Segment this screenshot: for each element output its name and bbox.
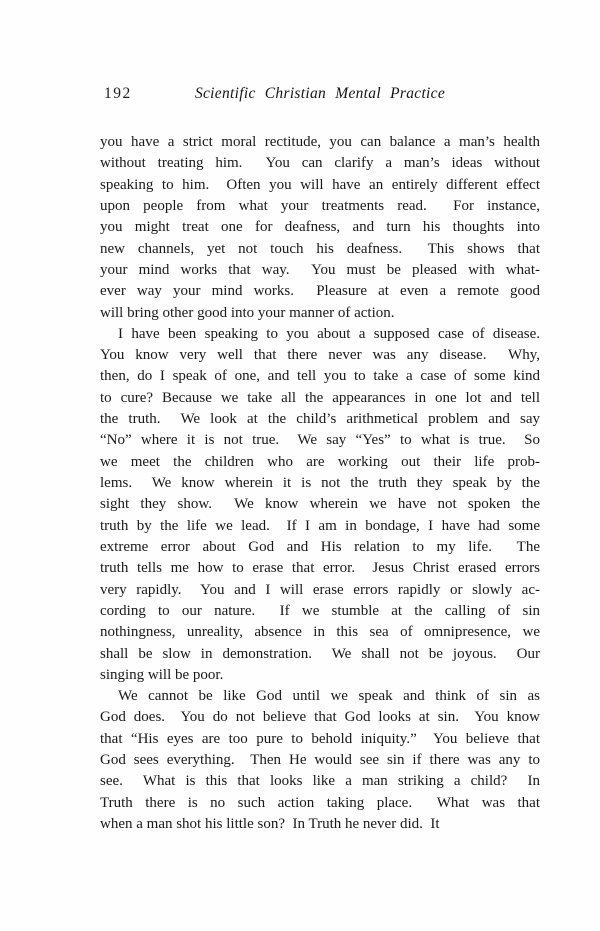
text-line: you might treat one for deafness, and turn his thoughts into [100, 219, 540, 236]
text-line: see. What is this that looks like a man striking a child? In [100, 773, 540, 790]
page-number: 192 [104, 85, 132, 102]
text-line: nothingness, unreality, absence in this sea of omnipresence, we [100, 624, 540, 641]
text-line: extreme error about God and His relation to my life. The [100, 538, 540, 555]
text-line: new channels, yet not touch his deafness. This shows that [100, 240, 540, 257]
text-line: lems. We know wherein it is not the truth they speak by the [100, 475, 540, 491]
text-line: you have a strict moral rectitude, you can balance a man’s health [100, 134, 540, 150]
text-line: speaking to him. Often you will have an entirely different effect [100, 176, 540, 193]
text-line: We cannot be like God until we speak and think of sin as [118, 688, 540, 705]
text-line: then, do I speak of one, and tell you to take a case of some kind [100, 368, 540, 385]
text-line: the truth. We look at the child’s arithmetical problem and say [100, 411, 540, 428]
text-line: will bring other good into your manner of action. [100, 304, 395, 321]
text-line: when a man shot his little son? In Truth he never did. It [100, 816, 440, 832]
text-line: very rapidly. You and I will erase errors rapidly or slowly ac- [100, 581, 540, 598]
text-line: I have been speaking to you about a supposed case of disease. [118, 325, 540, 342]
text-line: You know very well that there never was any disease. Why, [100, 347, 540, 364]
text-line: truth tells me how to erase that error. Jesus Christ erased errors [100, 560, 540, 577]
text-line: upon people from what your treatments read. For instance, [100, 197, 540, 214]
text-line: your mind works that way. You must be pleased with what- [100, 261, 540, 278]
text-line: cording to our nature. If we stumble at the calling of sin [100, 602, 540, 619]
text-line: shall be slow in demonstration. We shall not be joyous. Our [100, 645, 540, 662]
text-line: that “His eyes are too pure to behold iniquity.” You believe that [100, 730, 540, 747]
text-line: to cure? Because we take all the appearances in one lot and tell [100, 389, 540, 406]
running-title: Scientific Christian Mental Practice [194, 85, 446, 102]
page-body [100, 132, 540, 835]
page-header [100, 85, 540, 105]
text-line: “No” where it is not true. We say “Yes” to what is true. So [100, 432, 540, 449]
text-line: God does. You do not believe that God looks at sin. You know [100, 709, 540, 726]
text-line: without treating him. You can clarify a man’s ideas without [100, 155, 540, 172]
text-line: we meet the children who are working out their life prob- [100, 453, 540, 470]
text-line: truth by the life we lead. If I am in bondage, I have had some [100, 517, 540, 534]
text-line: Truth there is no such action taking place. What was that [100, 794, 540, 811]
text-line: ever way your mind works. Pleasure at even a remote good [100, 283, 540, 300]
text-line: God sees everything. Then He would see sin if there was any to [100, 752, 540, 769]
text-line: singing will be poor. [100, 666, 224, 683]
text-line: sight they show. We know wherein we have not spoken the [100, 496, 540, 513]
